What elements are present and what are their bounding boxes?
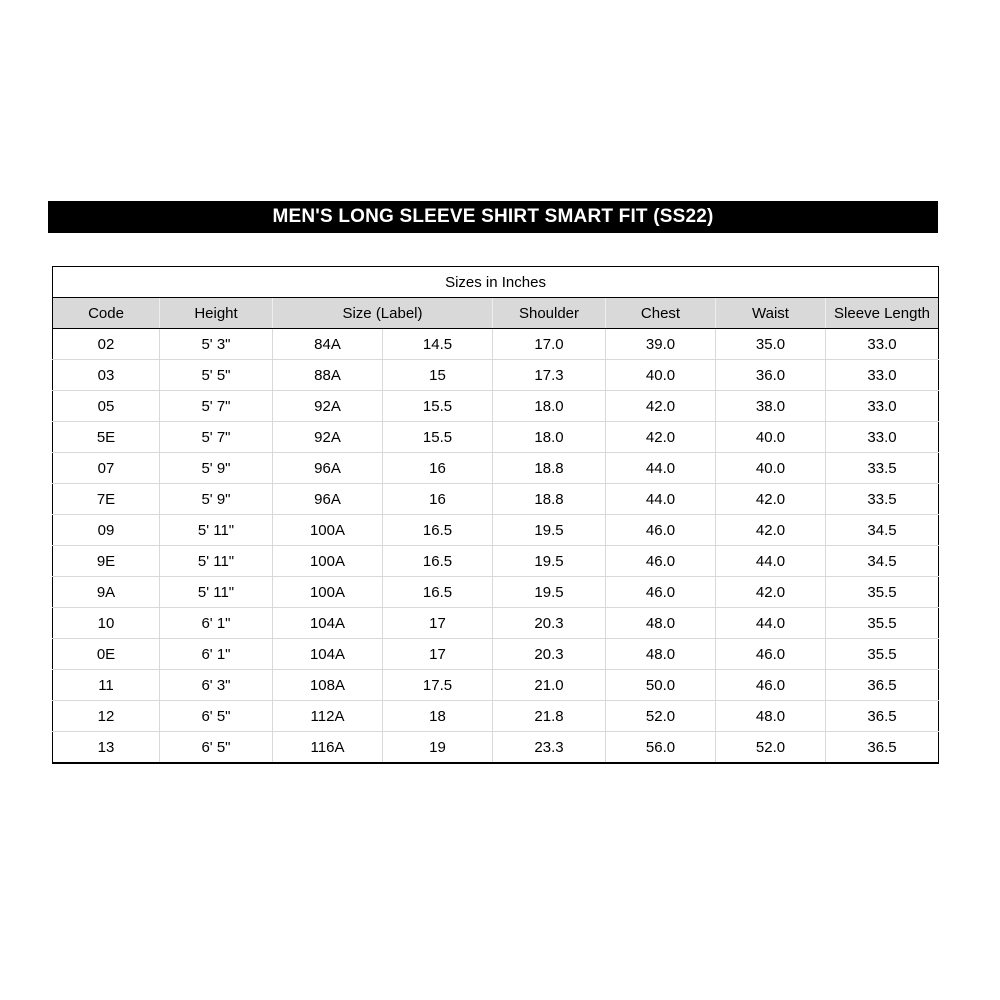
cell-chest: 44.0 — [606, 453, 716, 484]
cell-code: 07 — [53, 453, 160, 484]
column-header-waist: Waist — [716, 298, 826, 329]
cell-sleeve-length: 34.5 — [826, 515, 939, 546]
cell-sleeve-length: 35.5 — [826, 577, 939, 608]
cell-size-label: 92A — [273, 391, 383, 422]
cell-waist: 42.0 — [716, 577, 826, 608]
cell-waist: 46.0 — [716, 639, 826, 670]
size-chart-container — [52, 266, 938, 764]
cell-sleeve-length: 33.5 — [826, 453, 939, 484]
cell-height: 5' 7" — [160, 391, 273, 422]
size-chart-table — [52, 266, 939, 764]
cell-shoulder: 18.8 — [493, 484, 606, 515]
cell-shoulder: 17.3 — [493, 360, 606, 391]
cell-height: 6' 1" — [160, 608, 273, 639]
cell-sleeve-length: 36.5 — [826, 670, 939, 701]
cell-size-label: 100A — [273, 546, 383, 577]
cell-code: 11 — [53, 670, 160, 701]
cell-code: 12 — [53, 701, 160, 732]
table-row — [53, 732, 939, 764]
table-row — [53, 391, 939, 422]
cell-waist: 40.0 — [716, 422, 826, 453]
cell-size-value: 19 — [383, 732, 493, 764]
cell-shoulder: 19.5 — [493, 577, 606, 608]
cell-code: 10 — [53, 608, 160, 639]
cell-size-value: 18 — [383, 701, 493, 732]
cell-height: 5' 3" — [160, 329, 273, 360]
cell-height: 6' 5" — [160, 732, 273, 764]
table-row — [53, 484, 939, 515]
cell-size-label: 96A — [273, 484, 383, 515]
cell-size-value: 15.5 — [383, 422, 493, 453]
cell-chest: 39.0 — [606, 329, 716, 360]
cell-sleeve-length: 33.0 — [826, 391, 939, 422]
cell-size-value: 16.5 — [383, 515, 493, 546]
cell-shoulder: 17.0 — [493, 329, 606, 360]
column-header-code: Code — [53, 298, 160, 329]
cell-shoulder: 21.0 — [493, 670, 606, 701]
table-row — [53, 422, 939, 453]
cell-size-value: 17.5 — [383, 670, 493, 701]
cell-size-value: 15 — [383, 360, 493, 391]
cell-size-label: 112A — [273, 701, 383, 732]
cell-size-value: 16.5 — [383, 546, 493, 577]
column-header-size-label: Size (Label) — [273, 298, 493, 329]
cell-code: 9A — [53, 577, 160, 608]
cell-height: 5' 7" — [160, 422, 273, 453]
cell-chest: 42.0 — [606, 422, 716, 453]
cell-sleeve-length: 36.5 — [826, 732, 939, 764]
cell-size-label: 100A — [273, 515, 383, 546]
cell-chest: 42.0 — [606, 391, 716, 422]
cell-code: 5E — [53, 422, 160, 453]
table-row — [53, 639, 939, 670]
cell-shoulder: 21.8 — [493, 701, 606, 732]
cell-shoulder: 19.5 — [493, 546, 606, 577]
column-header-sleeve-length: Sleeve Length — [826, 298, 939, 329]
cell-waist: 46.0 — [716, 670, 826, 701]
cell-chest: 48.0 — [606, 608, 716, 639]
cell-sleeve-length: 33.0 — [826, 360, 939, 391]
cell-chest: 50.0 — [606, 670, 716, 701]
column-header-chest: Chest — [606, 298, 716, 329]
cell-size-value: 15.5 — [383, 391, 493, 422]
cell-sleeve-length: 35.5 — [826, 639, 939, 670]
cell-chest: 56.0 — [606, 732, 716, 764]
cell-size-value: 16 — [383, 453, 493, 484]
cell-chest: 44.0 — [606, 484, 716, 515]
cell-chest: 40.0 — [606, 360, 716, 391]
header-row — [53, 298, 939, 329]
column-header-shoulder: Shoulder — [493, 298, 606, 329]
cell-size-label: 88A — [273, 360, 383, 391]
cell-shoulder: 18.0 — [493, 422, 606, 453]
table-row — [53, 329, 939, 360]
cell-sleeve-length: 36.5 — [826, 701, 939, 732]
cell-height: 6' 3" — [160, 670, 273, 701]
cell-size-label: 92A — [273, 422, 383, 453]
cell-code: 09 — [53, 515, 160, 546]
table-row — [53, 360, 939, 391]
cell-height: 5' 9" — [160, 453, 273, 484]
cell-code: 02 — [53, 329, 160, 360]
caption-row — [53, 267, 939, 298]
table-row — [53, 453, 939, 484]
cell-sleeve-length: 33.0 — [826, 329, 939, 360]
cell-height: 5' 11" — [160, 515, 273, 546]
cell-shoulder: 20.3 — [493, 639, 606, 670]
cell-height: 6' 1" — [160, 639, 273, 670]
cell-height: 5' 5" — [160, 360, 273, 391]
table-row — [53, 670, 939, 701]
cell-code: 9E — [53, 546, 160, 577]
cell-shoulder: 20.3 — [493, 608, 606, 639]
table-row — [53, 577, 939, 608]
cell-chest: 48.0 — [606, 639, 716, 670]
cell-waist: 38.0 — [716, 391, 826, 422]
cell-height: 5' 11" — [160, 577, 273, 608]
cell-waist: 40.0 — [716, 453, 826, 484]
cell-shoulder: 18.8 — [493, 453, 606, 484]
cell-size-value: 16 — [383, 484, 493, 515]
table-caption: Sizes in Inches — [53, 267, 939, 298]
cell-code: 7E — [53, 484, 160, 515]
cell-sleeve-length: 33.5 — [826, 484, 939, 515]
cell-shoulder: 23.3 — [493, 732, 606, 764]
cell-height: 5' 9" — [160, 484, 273, 515]
cell-waist: 44.0 — [716, 546, 826, 577]
cell-code: 05 — [53, 391, 160, 422]
cell-chest: 46.0 — [606, 546, 716, 577]
cell-size-value: 14.5 — [383, 329, 493, 360]
table-body — [53, 329, 939, 764]
cell-waist: 35.0 — [716, 329, 826, 360]
cell-code: 0E — [53, 639, 160, 670]
cell-size-label: 96A — [273, 453, 383, 484]
cell-size-value: 16.5 — [383, 577, 493, 608]
cell-height: 6' 5" — [160, 701, 273, 732]
page-title: MEN'S LONG SLEEVE SHIRT SMART FIT (SS22) — [272, 206, 714, 227]
cell-chest: 52.0 — [606, 701, 716, 732]
cell-size-value: 17 — [383, 639, 493, 670]
title-bar — [48, 201, 938, 233]
cell-sleeve-length: 34.5 — [826, 546, 939, 577]
cell-code: 13 — [53, 732, 160, 764]
cell-size-label: 116A — [273, 732, 383, 764]
cell-size-label: 104A — [273, 608, 383, 639]
cell-chest: 46.0 — [606, 577, 716, 608]
cell-waist: 48.0 — [716, 701, 826, 732]
cell-shoulder: 18.0 — [493, 391, 606, 422]
cell-waist: 42.0 — [716, 484, 826, 515]
table-row — [53, 701, 939, 732]
cell-size-label: 100A — [273, 577, 383, 608]
cell-size-label: 108A — [273, 670, 383, 701]
cell-size-label: 84A — [273, 329, 383, 360]
table-row — [53, 546, 939, 577]
cell-waist: 44.0 — [716, 608, 826, 639]
cell-size-value: 17 — [383, 608, 493, 639]
table-row — [53, 515, 939, 546]
cell-sleeve-length: 35.5 — [826, 608, 939, 639]
table-row — [53, 608, 939, 639]
cell-code: 03 — [53, 360, 160, 391]
cell-height: 5' 11" — [160, 546, 273, 577]
cell-chest: 46.0 — [606, 515, 716, 546]
cell-size-label: 104A — [273, 639, 383, 670]
cell-shoulder: 19.5 — [493, 515, 606, 546]
cell-waist: 36.0 — [716, 360, 826, 391]
cell-sleeve-length: 33.0 — [826, 422, 939, 453]
cell-waist: 52.0 — [716, 732, 826, 764]
column-header-height: Height — [160, 298, 273, 329]
cell-waist: 42.0 — [716, 515, 826, 546]
